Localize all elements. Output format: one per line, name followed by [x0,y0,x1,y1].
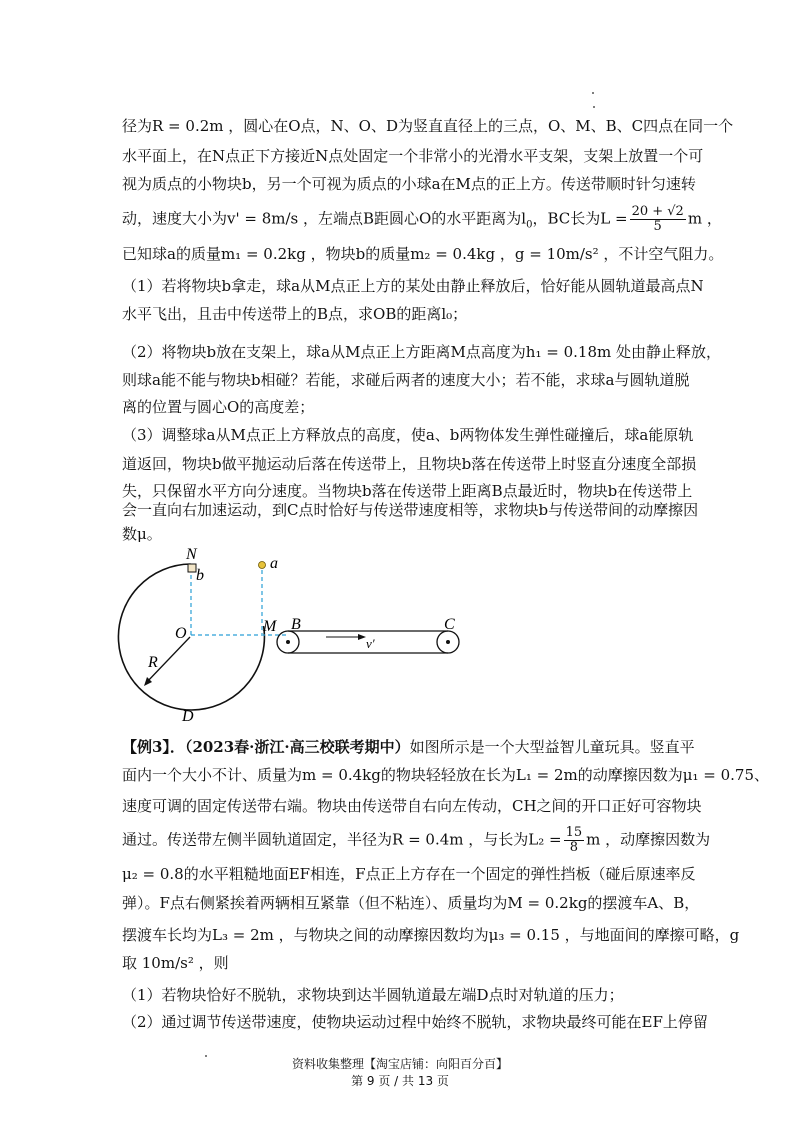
intro-line-4: 动，速度大小为v' = 8m/s ，左端点B距圆心O的水平距离为$l_0$，BC长为L = $\frac{20 + √2}{5}$ m ， [122,204,722,234]
example3-line-4 [122,825,711,855]
example3-line-1 [122,737,695,757]
q2-line-1: （2）将物块b放在支架上，球a从M点正上方距离M点高度为h₁ = 0.18m 处由静止释放， [122,343,721,361]
label-B: B [291,616,301,633]
physics-figure [110,540,490,730]
label-O: O [175,625,187,642]
label-b: b [196,567,204,584]
example3-q2: （2）通过调节传送带速度，使物块运动过程中始终不脱轨，求物块最终可能在EF上停留 [122,1013,708,1031]
q2-line-3: 离的位置与圆心O的高度差； [122,398,315,416]
label-R: R [148,654,158,671]
intro-line-2: 水平面上，在N点正下方接近N点处固定一个非常小的光滑水平支架，支架上放置一个可 [122,147,704,165]
q3-line-4: 会一直向右加速运动，到C点时恰好与传送带速度相等，求物块b与传送带间的动摩擦因 [122,501,699,519]
example3-line-7: 摆渡车长均为L₃ = 2m ，与物块之间的动摩擦因数均为μ₃ = 0.15 ，与地面间的摩擦可略，g [122,926,740,944]
scan-dot [592,92,594,94]
example3-line-8: 取 10m/s² ，则 [122,954,229,972]
example3-line-1-text: 如图所示是一个大型益智儿童玩具。竖直平 [409,738,695,756]
fraction-denominator: 8 [569,840,578,855]
example3-line-4-a: 通过。传送带左侧半圆轨道固定，半径为R = 0.4m ，与长为L₂ = [122,830,562,849]
label-v: v′ [366,636,375,651]
q3-line-5: 数μ。 [122,525,162,543]
q3-line-3: 失，只保留水平方向分速度。当物块b落在传送带上距离B点最近时，物块b在传送带上 [122,482,693,500]
example3-line-2: 面内一个大小不计、质量为m = 0.4kg的物块轻轻放在长为L₁ = 2m的动摩擦因数为μ₁ = 0.75、 [122,766,769,784]
example3-q1: （1）若物块恰好不脱轨，求物块到达半圆轨道最左端D点时对轨道的压力； [122,986,624,1004]
label-a: a [270,555,278,572]
intro-line-5: 已知球a的质量m₁ = 0.2kg ，物块b的质量m₂ = 0.4kg ，g = 10m/s² ，不计空气阻力。 [122,245,724,263]
q1-line-1: （1）若将物块b拿走，球a从M点正上方的某处由静止释放后，恰好能从圆轨道最高点N [122,277,704,295]
example3-title: 【例3】．（2023春·浙江·高三校联考期中） [122,738,410,756]
page-number: 第 9 页 / 共 13 页 [351,1074,449,1088]
intro-line-1: 径为R = 0.2m ，圆心在O点，N、O、D为竖直直径上的三点，O、M、B、C四点在同一个 [122,117,734,135]
example3-line-6: 弹）。F点右侧紧挨着两辆相互紧靠（但不粘连）、质量均为M = 0.2kg的摆渡车A、B， [122,894,700,912]
q3-line-2: 道返回，物块b做平抛运动后落在传送带上，且物块b落在传送带上时竖直分速度全部损 [122,455,697,473]
block-b [188,564,196,572]
fraction [630,205,686,234]
footer-source: 资料收集整理【淘宝店铺：向阳百分百】 [291,1057,508,1071]
label-C: C [444,616,455,633]
fraction-denominator: 5 [653,219,662,234]
fraction [564,826,585,855]
q1-line-2: 水平飞出，且击中传送带上的B点，求OB的距离l₀； [122,305,468,323]
velocity-arrowhead [358,634,366,640]
intro-line-4-c: m ， [687,209,722,228]
scan-dot [593,106,595,108]
pulley-C-center [446,640,450,644]
intro-line-4-a: 动，速度大小为v' = 8m/s ，左端点B距圆心O的水平距离为l [122,209,527,228]
intro-line-3: 视为质点的小物块b，另一个可视为质点的小球a在M点的正上方。传送带顺时针匀速转 [122,175,696,193]
pulley-B-center [286,640,290,644]
fraction-numerator: 20 + √2 [631,204,684,219]
example3-line-4-b: m ，动摩擦因数为 [586,830,711,849]
q3-line-1: （3）调整球a从M点正上方释放点的高度，使a、b两物体发生弹性碰撞后，球a能原轨 [122,426,694,444]
label-N: N [186,546,197,563]
example3-line-5: μ₂ = 0.8的水平粗糙地面EF相连，F点正上方存在一个固定的弹性挡板（碰后原速率反 [122,865,696,883]
q2-line-2: 则球a能不能与物块b相碰？若能，求碰后两者的速度大小；若不能，求球a与圆轨道脱 [122,371,690,389]
label-M: M [263,618,277,635]
ball-a [259,562,266,569]
label-D: D [182,708,194,725]
fraction-numerator: 15 [565,825,583,840]
example3-line-3: 速度可调的固定传送带右端。物块由传送带自右向左传动，CH之间的开口正好可容物块 [122,797,702,815]
intro-line-4-b: ，BC长为L = [532,209,628,228]
